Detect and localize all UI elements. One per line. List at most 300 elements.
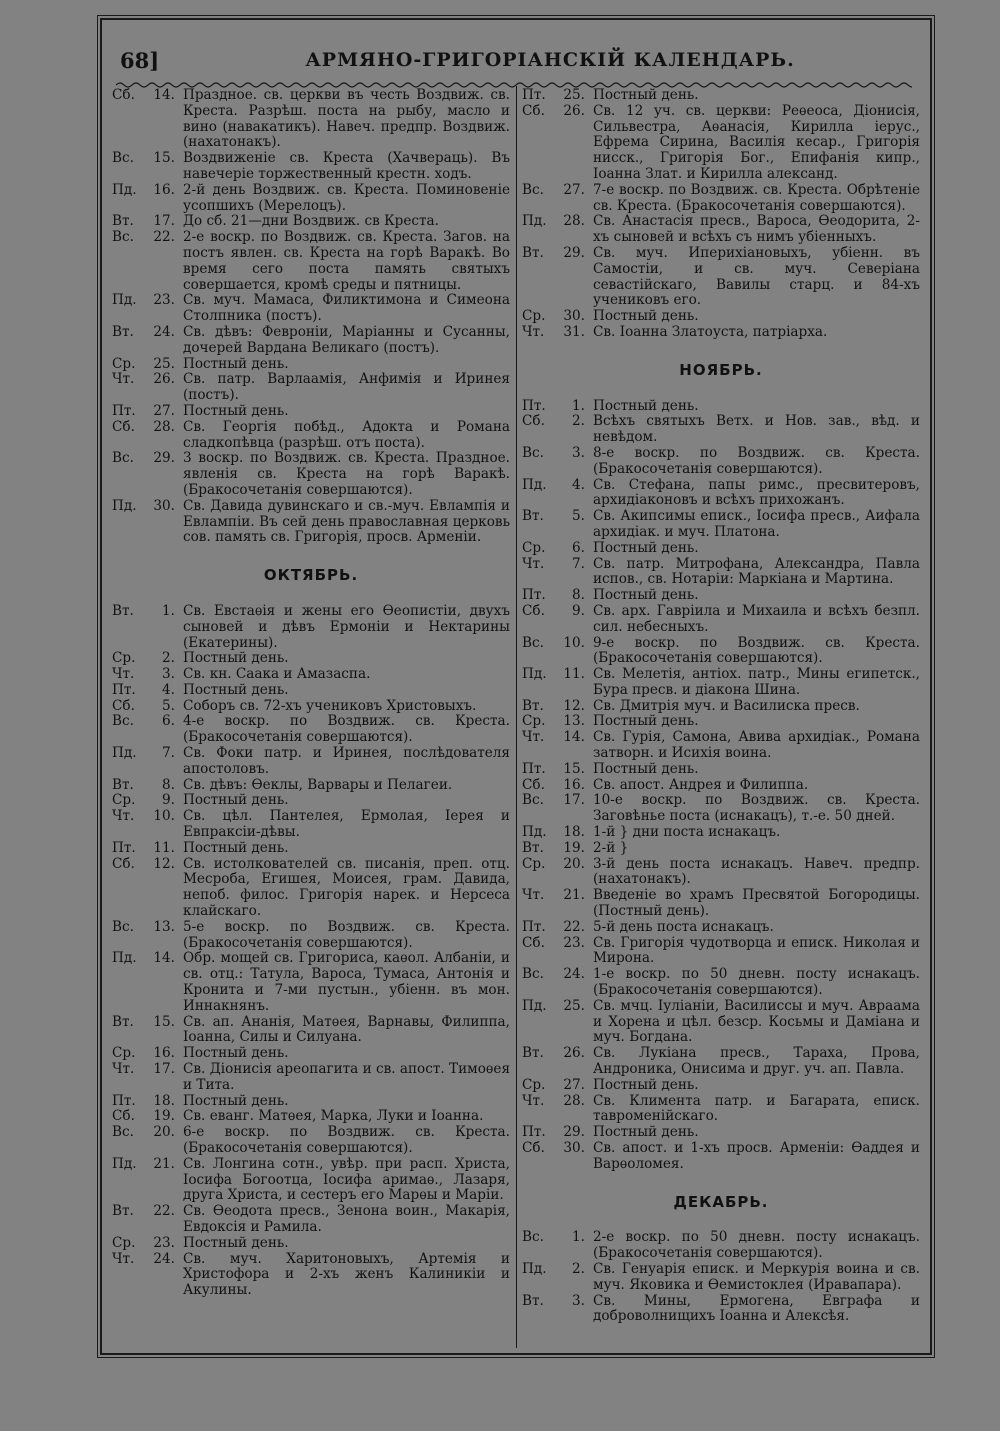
weekday-label: Сб. (112, 697, 135, 714)
date-number: 21. (563, 887, 585, 904)
date-number: 15. (563, 760, 585, 777)
date-number: 26. (563, 1045, 585, 1062)
entry-text: Св. дѣвъ: Февроніи, Маріанны и Сусанны, дочерей Вардана Великаго (постъ). (183, 323, 510, 356)
weekday-label: Пд. (112, 1155, 137, 1172)
entry-text: Св. муч. Мамаса, Филиктимона и Симеона Столпника (постъ). (183, 292, 510, 325)
calendar-entry (522, 636, 920, 668)
entry-text: Постный день. (183, 681, 289, 698)
entry-text: Постный день. (183, 650, 289, 667)
weekday-label: Чт. (112, 1061, 135, 1078)
weekday-label: Пд. (112, 181, 137, 198)
entry-text: Св. Евстаѳія и жены его Ѳеопистіи, двухъ сыновей и дѣвъ Ермоніи и Нектарины (Екатерины). (183, 602, 510, 651)
entry-text: 5-й день поста иснакацъ. (593, 918, 774, 935)
date-number: 17. (563, 792, 585, 809)
calendar-entry (112, 1157, 510, 1204)
date-number: 4. (162, 681, 175, 698)
date-number: 29. (153, 450, 175, 467)
entry-text: Постный день. (593, 713, 699, 730)
entry-text: Св. Іоанна Златоуста, патріарха. (593, 323, 828, 340)
entry-text: Постный день. (593, 539, 699, 556)
page-frame (100, 18, 932, 1355)
weekday-label: Вс. (522, 966, 544, 983)
weekday-label: Чт. (522, 729, 545, 746)
calendar-entry (522, 857, 920, 889)
date-number: 11. (563, 666, 585, 683)
calendar-entry (112, 1046, 510, 1062)
entry-text: До сб. 21—дни Воздвиж. св Креста. (183, 213, 439, 230)
weekday-label: Вт. (522, 1045, 544, 1062)
entry-text: 3 воскр. по Воздвиж. св. Креста. Праздное. явленія св. Креста на горѣ Варакѣ. (Бракосочетанія совершаются). (183, 450, 510, 498)
weekday-label: Пд. (522, 213, 547, 230)
calendar-entry (522, 214, 920, 246)
calendar-entry (112, 1204, 510, 1236)
entry-text: Св. Ѳеодота пресв., Зенона воин., Макарія, Евдоксія и Рамила. (183, 1203, 510, 1235)
entry-text: Постный день. (183, 1234, 289, 1251)
entry-text: Введеніе во храмъ Пресвятой Богородицы. (Постный день). (593, 887, 920, 920)
page-header (120, 48, 910, 78)
entry-text: 8-е воскр. по Воздвиж. св. Креста. (Бракосочетанія совершаются). (593, 444, 920, 477)
weekday-label: Пд. (112, 497, 137, 514)
entry-text: Св. цѣл. Пантелея, Ермолая, Іерея и Евпраксіи-дѣвы. (183, 808, 510, 841)
weekday-label: Пт. (522, 760, 546, 777)
entry-text: Св. Григорія чудотворца и еписк. Николая и Мирона. (593, 934, 920, 967)
date-number: 16. (153, 1045, 175, 1062)
entry-text: Св. Давида дувинскаго и св.-муч. Евлампія и Евлампіи. Въ сей день православная церковь сов. память св. Григорія, просв. Арменіи. (183, 497, 510, 546)
entry-text: Св. кн. Саака и Амазаспа. (183, 666, 371, 683)
calendar-entry (112, 451, 510, 498)
entry-text: Св. еванг. Матѳея, Марка, Луки и Іоанна. (183, 1108, 484, 1125)
date-number: 19. (563, 839, 585, 856)
entry-text: Св. Діонисія ареопагита и св. апост. Тимоѳея и Тита. (183, 1061, 511, 1093)
date-number: 28. (563, 1092, 585, 1109)
date-number: 13. (153, 918, 175, 935)
calendar-entry (522, 778, 920, 794)
calendar-entry (522, 541, 920, 557)
month-heading: ОКТЯБРЬ. (263, 566, 359, 585)
entry-text: 6-е воскр. по Воздвиж. св. Креста. (Бракосочетанія совершаются). (183, 1124, 510, 1156)
calendar-entry (112, 651, 510, 667)
date-number: 26. (153, 371, 175, 388)
calendar-entry (112, 841, 510, 857)
calendar-entry (522, 1078, 920, 1094)
calendar-entry (112, 1015, 510, 1047)
date-number: 10. (153, 808, 175, 825)
weekday-label: Пт. (112, 839, 136, 856)
date-number: 10. (563, 634, 585, 651)
weekday-label: Вт. (522, 839, 544, 856)
entry-text: Св. Анастасія пресв., Вароса, Ѳеодорита, 2-хъ сыновей и всѣхъ съ нимъ убіенныхъ. (593, 213, 920, 246)
calendar-entry (522, 604, 920, 636)
calendar-entry (112, 1252, 510, 1299)
weekday-label: Пт. (522, 87, 546, 103)
entry-text: 2-е воскр. по 50 дневн. посту иснакацъ. (Бракосочетанія совершаются). (593, 1229, 920, 1262)
date-number: 30. (153, 497, 175, 514)
entry-text: Св. Климента патр. и Багарата, еписк. тавроменійскаго. (593, 1092, 920, 1125)
date-number: 2. (572, 413, 585, 430)
weekday-label: Пт. (112, 681, 136, 698)
date-number: 28. (153, 418, 175, 435)
calendar-entry (522, 399, 920, 415)
date-number: 17. (153, 1061, 175, 1078)
entry-text: 9-е воскр. по Воздвиж. св. Креста. (Бракосочетанія совершаются). (593, 634, 920, 667)
date-number: 13. (563, 713, 585, 730)
calendar-entry (112, 357, 510, 373)
entry-text: Св. мчц. Іуліаніи, Василиссы и муч. Авраама и Хорена и цѣл. безср. Косьмы и Даміана и муч. Богдана. (593, 997, 920, 1046)
calendar-entry (522, 1125, 920, 1141)
weekday-label: Ср. (522, 308, 546, 325)
page-title: АРМЯНО-ГРИГОРІАНСКІЙ КАЛЕНДАРЬ. (305, 49, 795, 71)
calendar-entry (522, 446, 920, 478)
entry-text: 2-е воскр. по Воздвиж. св. Креста. Загов. на постъ явлен. св. Креста на горѣ Варакѣ. Во время сего поста память святыхъ совершается, кромѣ среды и пятницы. (183, 229, 510, 293)
date-number: 22. (563, 918, 585, 935)
entry-text: Постный день. (183, 355, 289, 372)
entry-text: Постный день. (183, 1092, 289, 1109)
entry-text: Св. ап. Ананія, Матѳея, Варнавы, Филиппа, Іоанна, Силы и Силуана. (183, 1013, 510, 1046)
date-number: 11. (153, 839, 175, 856)
weekday-label: Вт. (112, 602, 134, 619)
calendar-entry (112, 951, 510, 1014)
entry-text: Постный день. (183, 402, 289, 419)
entry-text: Постный день. (593, 308, 699, 325)
weekday-label: Пт. (522, 918, 546, 935)
weekday-label: Ср. (112, 1045, 136, 1062)
date-number: 24. (153, 323, 175, 340)
weekday-label: Сб. (112, 1108, 135, 1125)
calendar-entry (112, 372, 510, 404)
entry-text: Св. Гурія, Самона, Авива архидіак., Романа затворн. и Исихія воина. (593, 729, 920, 762)
entry-text: Св. Стефана, папы римс., пресвитеровъ, архидіаконовъ и всѣхъ прихожанъ. (593, 476, 920, 509)
date-number: 24. (563, 966, 585, 983)
date-number: 2. (162, 650, 175, 667)
calendar-entry (522, 478, 920, 510)
calendar-entry (112, 420, 510, 452)
weekday-label: Пт. (522, 1124, 546, 1141)
weekday-label: Сб. (112, 87, 135, 103)
date-number: 30. (563, 1140, 585, 1156)
calendar-entry (522, 936, 920, 968)
date-number: 30. (563, 308, 585, 325)
calendar-entry (112, 151, 510, 183)
weekday-label: Сб. (112, 855, 135, 872)
entry-text: Св. дѣвъ: Ѳеклы, Варвары и Пелагеи. (183, 776, 453, 793)
calendar-entry (522, 509, 920, 541)
entry-text: Постный день. (593, 1124, 699, 1141)
calendar-entry (522, 414, 920, 446)
weekday-label: Пд. (112, 292, 137, 309)
calendar-entry (522, 88, 920, 104)
calendar-entry (112, 88, 510, 151)
weekday-label: Пд. (522, 476, 547, 493)
date-number: 29. (563, 1124, 585, 1141)
weekday-label: Вс. (112, 1124, 134, 1141)
calendar-entry (522, 325, 920, 341)
weekday-label: Пд. (522, 997, 547, 1014)
weekday-label: Сб. (522, 413, 545, 430)
date-number: 20. (153, 1124, 175, 1141)
weekday-label: Вс. (522, 634, 544, 651)
entry-text: Св. патр. Митрофана, Александра, Павла испов., св. Нотаріи: Маркіана и Мартина. (593, 555, 920, 588)
weekday-label: Пд. (522, 666, 547, 683)
weekday-label: Вс. (112, 713, 134, 730)
weekday-label: Пт. (522, 587, 546, 604)
date-number: 28. (563, 213, 585, 230)
date-number: 22. (153, 229, 175, 246)
date-number: 14. (153, 950, 175, 967)
weekday-label: Сб. (522, 1140, 545, 1156)
calendar-entry (522, 1094, 920, 1126)
calendar-entry (112, 499, 510, 546)
entry-text: Праздное. св. церкви въ честь Воздвиж. св. Креста. Разрѣш. поста на рыбу, масло и вино (навакатикъ). Навеч. предпр. Воздвиж. (нахатонакъ). (183, 87, 510, 151)
date-number: 8. (572, 587, 585, 604)
calendar-entry (522, 699, 920, 715)
entry-text: 2-й день Воздвиж. св. Креста. Поминовеніе усопшихъ (Мерелоцъ). (183, 181, 510, 214)
entry-text: Обр. мощей св. Григориса, каѳол. Албаніи, и св. отц.: Татула, Вароса, Тумаса, Антонія и Кронита и 7-ми пустын., убіенн. въ мон. Иннакнянъ. (183, 950, 510, 1014)
date-number: 4. (572, 476, 585, 493)
date-number: 9. (162, 792, 175, 809)
calendar-entry (112, 1125, 510, 1157)
date-number: 16. (153, 181, 175, 198)
entry-text: Св. Георгія побѣд., Адокта и Романа сладкопѣвца (разрѣш. отъ поста). (183, 418, 510, 451)
calendar-entry (522, 1046, 920, 1078)
weekday-label: Вс. (522, 1229, 544, 1246)
date-number: 14. (563, 729, 585, 746)
weekday-label: Вт. (522, 244, 544, 261)
entry-text: Постный день. (183, 792, 289, 809)
weekday-label: Сб. (522, 602, 545, 619)
column-divider (516, 86, 517, 1348)
weekday-label: Пд. (112, 950, 137, 967)
date-number: 23. (153, 292, 175, 309)
weekday-label: Вт. (112, 1203, 134, 1220)
date-number: 7. (162, 745, 175, 762)
weekday-label: Ср. (112, 792, 136, 809)
calendar-entry (112, 1109, 510, 1125)
calendar-entry (522, 183, 920, 215)
calendar-entry (522, 1230, 920, 1262)
calendar-entry (522, 667, 920, 699)
calendar-entry (112, 1062, 510, 1094)
date-number: 23. (563, 934, 585, 951)
weekday-label: Чт. (112, 666, 135, 683)
entry-text: 5-е воскр. по Воздвиж. св. Креста. (Бракосочетанія совершаются). (183, 918, 510, 951)
calendar-entry (112, 1094, 510, 1110)
weekday-label: Вт. (112, 323, 134, 340)
entry-text: Всѣхъ святыхъ Ветх. и Нов. зав., вѣд. и невѣдом. (593, 413, 920, 446)
date-number: 7. (572, 555, 585, 572)
page-number: 68] (120, 48, 160, 73)
calendar-entry (112, 714, 510, 746)
date-number: 12. (153, 855, 175, 872)
date-number: 3. (572, 444, 585, 461)
weekday-label: Пт. (112, 402, 136, 419)
date-number: 2. (572, 1260, 585, 1277)
weekday-label: Вт. (522, 508, 544, 525)
entry-text: Постный день. (593, 1076, 699, 1093)
weekday-label: Вт. (522, 1292, 544, 1309)
entry-text: Св. муч. Харитоновыхъ, Артемія и Христофора и 2-хъ женъ Калиникіи и Акулины. (183, 1250, 510, 1299)
calendar-entry (522, 730, 920, 762)
calendar-entry (522, 793, 920, 825)
weekday-label: Вс. (112, 918, 134, 935)
calendar-entry (522, 762, 920, 778)
date-number: 12. (563, 697, 585, 714)
weekday-label: Чт. (522, 887, 545, 904)
entry-text: Постный день. (593, 760, 699, 777)
entry-text: Св. муч. Иперихіановыхъ, убіенн. въ Самостіи, и св. муч. Северіана севастійскаго, Вавилы старц. и 84-хъ учениковъ его. (593, 244, 920, 309)
calendar-entry (112, 293, 510, 325)
date-number: 27. (563, 181, 585, 198)
calendar-entry (522, 825, 920, 841)
entry-text: Постный день. (593, 87, 699, 103)
calendar-entry (112, 778, 510, 794)
calendar-entry (112, 667, 510, 683)
entry-text: Св. Генуарія еписк. и Меркурія воина и св. муч. Яковика и Ѳемистоклея (Иравапара). (593, 1260, 920, 1293)
calendar-entry (112, 214, 510, 230)
entry-text: Св. Мины, Ермогена, Евграфа и доброволнищихъ Іоанна и Алексѣя. (593, 1292, 920, 1325)
date-number: 25. (563, 997, 585, 1014)
calendar-entry (112, 183, 510, 215)
weekday-label: Пт. (112, 1092, 136, 1109)
date-number: 27. (153, 402, 175, 419)
date-number: 24. (153, 1250, 175, 1267)
weekday-label: Вт. (112, 776, 134, 793)
entry-text: Св. Мелетія, антіох. патр., Мины египетск., Бура пресв. и діакона Шина. (593, 666, 920, 698)
date-number: 3. (162, 666, 175, 683)
entry-text: 2-й } (593, 839, 629, 856)
weekday-label: Ср. (112, 650, 136, 667)
weekday-label: Вс. (522, 181, 544, 198)
weekday-label: Ср. (522, 855, 546, 872)
date-number: 5. (572, 508, 585, 525)
weekday-label: Вс. (112, 229, 134, 246)
entry-text: 3-й день поста иснакацъ. Навеч. предпр. (нахатонакъ). (593, 855, 920, 888)
entry-text: Св. апост. Андрея и Филиппа. (593, 776, 809, 793)
date-number: 17. (153, 213, 175, 230)
calendar-entry (522, 841, 920, 857)
weekday-label: Ср. (522, 713, 546, 730)
entry-text: Св. 12 уч. св. церкви: Реѳеоса, Діонисія, Сильвестра, Аѳанасія, Кирилла іерус., Ефрема Сирина, Василія кесар., Григорія нисск., Григорія Бог., Епифанія кипр., Іоанна Злат. и Кирилла александ. (593, 102, 920, 182)
date-number: 15. (153, 150, 175, 167)
date-number: 9. (572, 602, 585, 619)
calendar-entry (112, 809, 510, 841)
calendar-entry (112, 683, 510, 699)
weekday-label: Пд. (112, 745, 137, 762)
weekday-label: Вт. (522, 697, 544, 714)
entry-text: Св. Фоки патр. и Иринея, послѣдователя апостоловъ. (183, 745, 510, 777)
date-number: 18. (153, 1092, 175, 1109)
date-number: 21. (153, 1155, 175, 1172)
date-number: 19. (153, 1108, 175, 1125)
date-number: 31. (563, 323, 585, 340)
date-number: 1. (572, 397, 585, 414)
entry-text: 7-е воскр. по Воздвиж. св. Креста. Обрѣтеніе св. Креста. (Бракосочетанія совершаются). (593, 181, 920, 214)
weekday-label: Чт. (522, 323, 545, 340)
calendar-entry (522, 1141, 920, 1173)
date-number: 14. (153, 87, 175, 103)
weekday-label: Сб. (522, 934, 545, 951)
date-number: 20. (563, 855, 585, 872)
entry-text: Постный день. (183, 1045, 289, 1062)
date-number: 6. (162, 713, 175, 730)
month-heading: ДЕКАБРЬ. (673, 1192, 769, 1211)
calendar-entry (522, 920, 920, 936)
entry-text: 10-е воскр. по Воздвиж. св. Креста. Заговѣнье поста (иснакацъ), т.-е. 50 дней. (593, 792, 920, 825)
date-number: 26. (563, 102, 585, 119)
date-number: 27. (563, 1076, 585, 1093)
entry-text: Св. Дмитрія муч. и Василиска пресв. (593, 697, 860, 714)
weekday-label: Ср. (112, 1234, 136, 1251)
weekday-label: Вт. (112, 213, 134, 230)
entry-text: Св. Лукіана пресв., Тараха, Прова, Андроника, Онисима и друг. уч. ап. Павла. (593, 1045, 920, 1078)
date-number: 25. (153, 355, 175, 372)
entry-text: Св. патр. Варлаамія, Анфимія и Иринея (постъ). (183, 371, 510, 404)
date-number: 6. (572, 539, 585, 556)
calendar-entry (522, 1294, 920, 1326)
entry-text: 1-е воскр. по 50 дневн. посту иснакацъ. (Бракосочетанія совершаются). (593, 966, 920, 999)
weekday-label: Сб. (522, 102, 545, 119)
calendar-entry (522, 557, 920, 589)
date-number: 18. (563, 824, 585, 841)
calendar-entry (522, 967, 920, 999)
date-number: 29. (563, 244, 585, 261)
calendar-entry (522, 714, 920, 730)
weekday-label: Сб. (522, 776, 545, 793)
weekday-label: Чт. (522, 555, 545, 572)
weekday-label: Ср. (522, 1076, 546, 1093)
left-column (112, 88, 510, 1299)
calendar-entry (522, 588, 920, 604)
date-number: 25. (563, 87, 585, 103)
calendar-entry (112, 699, 510, 715)
entry-text: Св. Лонгина сотн., увѣр. при расп. Христа, Іосифа Богоотца, Іосифа аримаѳ., Лазаря, друга Христа, и сестеръ его Марѳы и Маріи. (183, 1155, 510, 1204)
calendar-entry (112, 920, 510, 952)
month-heading: НОЯБРЬ. (679, 360, 763, 379)
entry-text: Св. истолкователей св. писанія, преп. отц. Месроба, Егишея, Моисея, грам. Давида, непоб. филос. Григорія нарек. и Нерсеса клайскаго. (183, 855, 510, 920)
weekday-label: Вс. (522, 444, 544, 461)
calendar-entry (112, 404, 510, 420)
right-column (522, 88, 920, 1325)
date-number: 23. (153, 1234, 175, 1251)
entry-text: Св. апост. и 1-хъ просв. Арменіи: Ѳаддея и Варѳоломея. (593, 1140, 920, 1172)
weekday-label: Чт. (112, 371, 135, 388)
date-number: 22. (153, 1203, 175, 1220)
date-number: 1. (162, 602, 175, 619)
calendar-entry (522, 104, 920, 183)
entry-text: Постный день. (183, 839, 289, 856)
calendar-entry (522, 309, 920, 325)
weekday-label: Пд. (522, 1260, 547, 1277)
calendar-entry (112, 325, 510, 357)
calendar-entry (112, 793, 510, 809)
date-number: 16. (563, 776, 585, 793)
calendar-entry (522, 1262, 920, 1294)
entry-text: 1-й } дни поста иснакацъ. (593, 824, 781, 841)
entry-text: Постный день. (593, 587, 699, 604)
weekday-label: Сб. (112, 418, 135, 435)
calendar-entry (112, 604, 510, 651)
weekday-label: Ср. (112, 355, 136, 372)
entry-text: 4-е воскр. по Воздвиж. св. Креста. (Бракосочетанія совершаются). (183, 713, 510, 746)
calendar-entry (112, 1236, 510, 1252)
date-number: 8. (162, 776, 175, 793)
weekday-label: Чт. (112, 808, 135, 825)
weekday-label: Пд. (522, 824, 547, 841)
entry-text: Св. арх. Гавріила и Михаила и всѣхъ безпл. сил. небесныхъ. (593, 602, 920, 635)
entry-text: Св. Акипсимы еписк., Іосифа пресв., Аифала архидіак. и муч. Платона. (593, 508, 920, 540)
calendar-entry (522, 246, 920, 309)
date-number: 15. (153, 1013, 175, 1030)
entry-text: Постный день. (593, 397, 699, 414)
